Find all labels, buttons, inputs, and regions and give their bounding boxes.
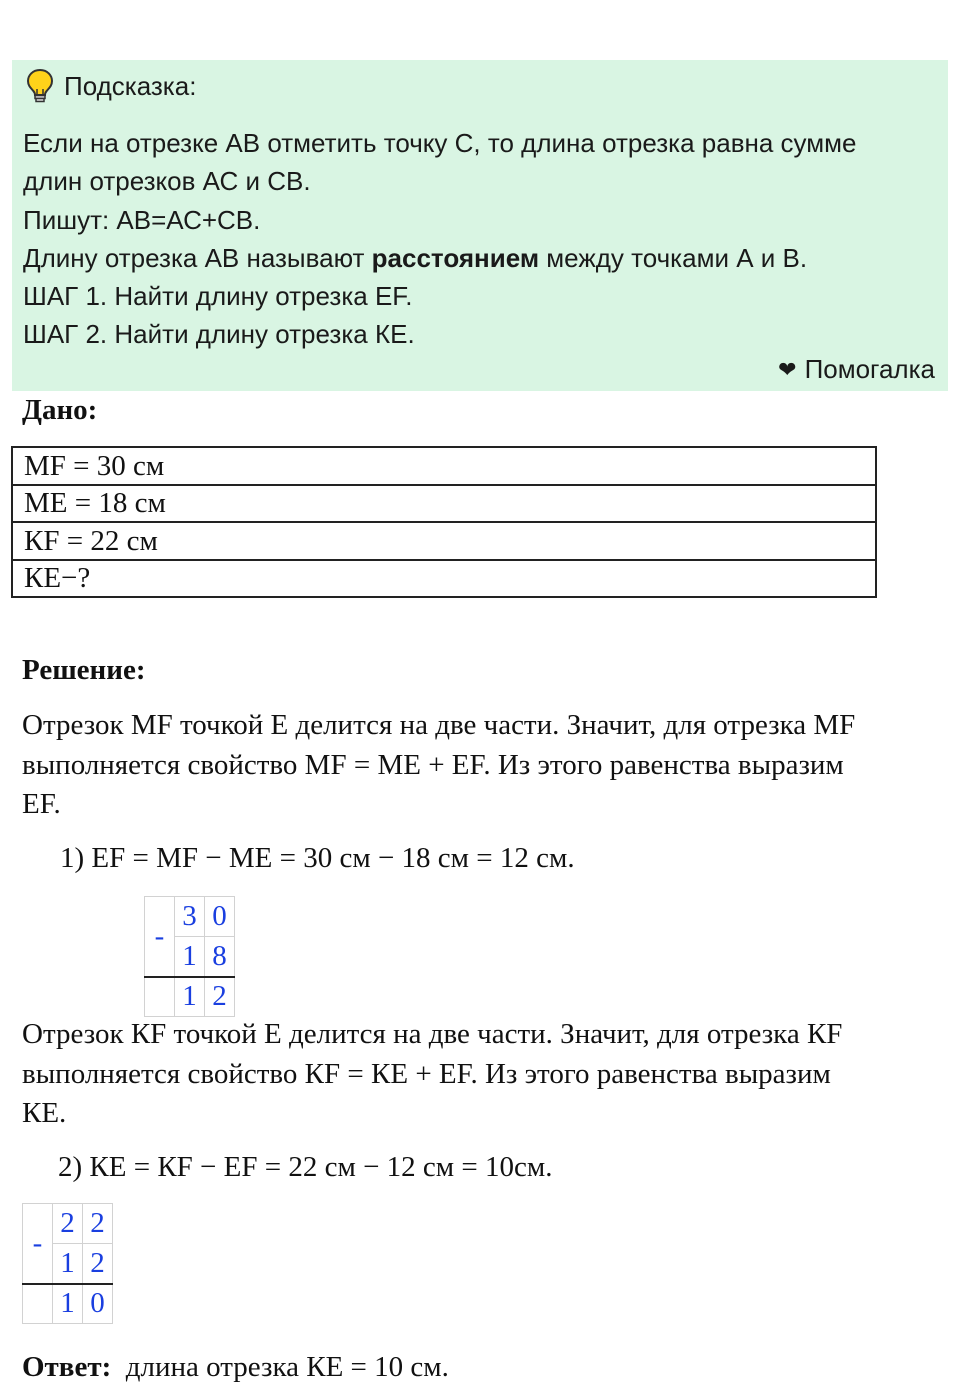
- digit: 0: [205, 897, 235, 937]
- digit: 2: [83, 1204, 113, 1244]
- answer-label: Ответ:: [22, 1351, 112, 1383]
- hint-step-1: [23, 277, 938, 315]
- step-text: Найти длину отрезка КЕ.: [107, 319, 415, 350]
- hint-title: Подсказка:: [64, 70, 197, 101]
- hint-line: длин отрезков АС и СВ.: [23, 166, 311, 197]
- paragraph-line: выполняется свойство МF = МЕ + ЕF. Из этого равенства выразим: [22, 748, 844, 781]
- paragraph-line: выполняется свойство КF = КЕ + ЕF. Из этого равенства выразим: [22, 1057, 831, 1090]
- digit: 1: [175, 937, 205, 977]
- digit: 8: [205, 937, 235, 977]
- given-table: [11, 446, 877, 598]
- minus-sign: -: [145, 897, 175, 977]
- paragraph-line: Отрезок КF точкой Е делится на две части. Значит, для отрезка КF: [22, 1018, 843, 1050]
- hint-line: [23, 239, 938, 277]
- calculation-step-1: 1) ЕF = МF − МЕ = 30 см − 18 см = 12 см.: [60, 842, 575, 874]
- digit: 1: [53, 1244, 83, 1284]
- hint-line-text: между точками А и В.: [539, 242, 808, 273]
- brand-link[interactable]: [778, 354, 935, 385]
- step-label: ШАГ 1.: [23, 281, 108, 312]
- given-row: КF = 22 см: [12, 522, 876, 560]
- empty-cell: [23, 1284, 53, 1324]
- paragraph-line: Отрезок МF точкой Е делится на две части. Значит, для отрезка МF: [22, 709, 856, 741]
- paragraph-line: КЕ.: [22, 1097, 67, 1129]
- digit: 1: [175, 977, 205, 1017]
- column-subtraction-1: [144, 896, 235, 1017]
- hint-header: [26, 68, 196, 104]
- hint-line: Пишут: АВ=АС+СВ.: [23, 204, 261, 235]
- hint-line: Если на отрезке АВ отметить точку С, то длина отрезка равна сумме: [23, 128, 857, 158]
- digit: 2: [205, 977, 235, 1017]
- calculation-step-2: 2) КЕ = КF − ЕF = 22 см − 12 см = 10см.: [58, 1151, 553, 1183]
- digit: 2: [83, 1244, 113, 1284]
- given-row: МЕ = 18 см: [12, 485, 876, 523]
- heart-icon: ❤: [778, 356, 797, 382]
- hint-bold-term: расстоянием: [371, 242, 540, 273]
- paragraph-line: ЕF.: [22, 788, 61, 820]
- hint-step-2: [23, 315, 938, 353]
- solution-paragraph-2: [22, 1015, 942, 1134]
- solution-paragraph-1: [22, 706, 942, 825]
- answer-line: [22, 1351, 449, 1384]
- brand-label: Помогалка: [804, 354, 935, 384]
- hint-box: [12, 60, 948, 391]
- given-row: КЕ−?: [12, 560, 876, 598]
- empty-cell: [145, 977, 175, 1017]
- digit: 0: [83, 1284, 113, 1324]
- solution-label: Решение:: [22, 654, 146, 686]
- hint-line-text: Длину отрезка АВ называют: [23, 242, 372, 273]
- hint-body: [23, 124, 938, 354]
- step-label: ШАГ 2.: [23, 319, 108, 350]
- step-text: Найти длину отрезка EF.: [107, 281, 413, 312]
- lightbulb-icon: [26, 68, 54, 104]
- digit: 1: [53, 1284, 83, 1324]
- minus-sign: -: [23, 1204, 53, 1284]
- digit: 2: [53, 1204, 83, 1244]
- answer-text: длина отрезка КЕ = 10 см.: [111, 1351, 449, 1383]
- given-row: МF = 30 см: [12, 447, 876, 485]
- given-label: Дано:: [22, 394, 98, 426]
- column-subtraction-2: [22, 1203, 113, 1324]
- digit: 3: [175, 897, 205, 937]
